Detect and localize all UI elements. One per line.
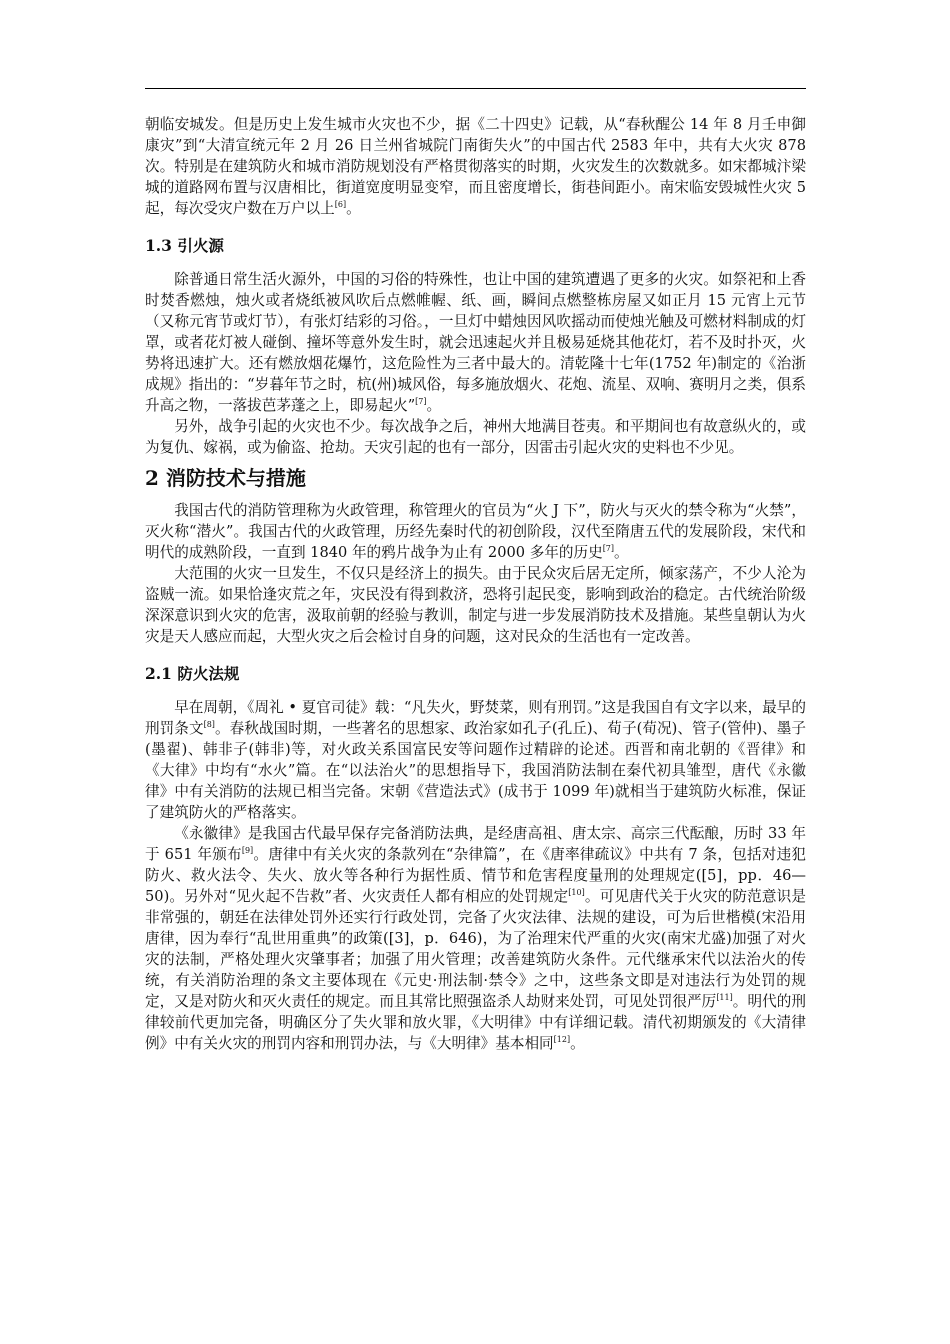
- paragraph-text: 早在周朝，《周礼 • 夏官司徒》载：“凡失火，野焚菜，则有刑罚。”这是我国自有文字以来，最早的刑罚条文: [145, 699, 806, 737]
- paragraph-tail: 。: [346, 200, 361, 217]
- paragraph-text: 另外，战争引起的火灾也不少。每次战争之后，神州大地满目苍夷。和平期间也有故意纵火的，或为复仇、嫁祸，或为偷盗、抢劫。天灾引起的也有一部分，因雷击引起火灾的史料也不少见。: [145, 418, 806, 456]
- paragraph-text: 。可见唐代关于火灾的防范意识是非常强的，朝廷在法律处罚外还实行行政处罚，完备了火灾法律、法规的建设，可为后世楷模(宋沿用唐律，因为奉行“乱世用重典”的政策([3]，p．646)，为了治理宋代严重的火灾(南宋尤盛)加强了对火灾的法制，严格处理火灾肇事者；加强了用火管理；改善建筑防火条件。元代继承宋代以法治火的传统，有关消防治理的条文主要体现在《元史·刑法制·禁令》之中，这些条文即是对违法行为处罚的规定，又是对防火和灭火责任的规定。而且其常比照强盗杀人劫财来处罚，可见处罚很严厉: [145, 888, 806, 1010]
- paragraph-tail: 。: [570, 1035, 585, 1052]
- citation: [7]: [415, 397, 427, 406]
- paragraph-war-fires: [145, 416, 806, 458]
- header-rule: [145, 88, 806, 89]
- citation: [12]: [553, 1035, 571, 1044]
- paragraph-tail: 。: [614, 544, 629, 561]
- paragraph-text: 除普通日常生活火源外，中国的习俗的特殊性，也让中国的建筑遭遇了更多的火灾。如祭祀和上香时焚香燃烛，烛火或者烧纸被风吹后点燃帷幄、纸、画，瞬间点燃整栋房屋又如正月 15 元宵上元节（又称元宵节或灯节），有张灯结彩的习俗。，一旦灯中蜡烛因风吹摇动而使烛光触及可燃材料制成的灯罩，或者花灯被人碰倒、撞坏等意外发生时，就会迅速起火并且极易延烧其他花灯，若不及时扑灭，火势将迅速扩大。还有燃放烟花爆竹，这危险性为三者中最大的。清乾隆十七年(1752 年)制定的《治浙成规》指出的：“岁暮年节之时，杭(州)城风俗，每多施放烟火、花炮、流星、双响、赛明月之类，俱系升高之物，一落拔芭茅蓬之上，即易起火”: [145, 271, 806, 414]
- citation: [11]: [716, 993, 733, 1002]
- paragraph-text: 。唐律中有关火灾的条款列在“杂律篇”，在《唐率律疏议》中共有 7 条，包括对违犯防火、救火法令、失火、放火等各种行为据性质、情节和危害程度量刑的处理规定([5]，pp．46—50)。另外对“见火起不告救”者、火灾责任人都有相应的处罚规定: [145, 846, 806, 905]
- citation: [7]: [602, 544, 615, 553]
- citation: [9]: [241, 846, 254, 855]
- citation: [6]: [334, 200, 347, 209]
- citation: [8]: [203, 720, 215, 729]
- paragraph-yonghui-law: [145, 823, 806, 1054]
- section-heading-2-1: 2.1 防火法规: [145, 664, 240, 683]
- paragraph-fire-administration: [145, 500, 806, 563]
- section-heading-2: 2 消防技术与措施: [145, 466, 306, 490]
- paragraph-text: 《永徽律》是我国古代最早保存完备消防法典，是经唐高祖、唐太宗、高宗三代酝酿，历时 33 年于 651 年颁布: [145, 825, 806, 863]
- paragraph-tail: 。: [426, 397, 442, 414]
- paragraph-fire-impact: [145, 563, 806, 647]
- citation: [10]: [568, 888, 585, 897]
- section-heading-1-3: 1.3 引火源: [145, 236, 224, 255]
- paragraph-text: 我国古代的消防管理称为火政管理，称管理火的官员为“火 J 下”，防火与灭火的禁令称为“火禁”，灭火称“潜火”。我国古代的火政管理，历经先秦时代的初创阶段，汉代至隋唐五代的发展阶段，宋代和明代的成熟阶段，一直到 1840 年的鸦片战争为止有 2000 多年的历史: [145, 502, 806, 561]
- paragraph-fire-sources: [145, 269, 806, 416]
- paragraph-text: 朝临安城发。但是历史上发生城市火灾也不少，据《二十四史》记载，从“春秋醒公 14 年 8 月壬申御康灾”到“大清宣统元年 2 月 26 日兰州省城院门南街失火”的中国古代 2583 年中，共有大火灾 878 次。特别是在建筑防火和城市消防规划没有严格贯彻落实的时期，火灾发生的次数就多。如宋都城汴梁城的道路网布置与汉唐相比，街道宽度明显变窄，而且密度增长，街巷间距小。南宋临安毁城性火灾 5 起，每次受灾户数在万户以上: [145, 116, 806, 217]
- document-body: [145, 114, 806, 1054]
- paragraph-zhou-law: [145, 697, 806, 823]
- paragraph-text: 大范围的火灾一旦发生，不仅只是经济上的损失。由于民众灾后居无定所，倾家荡产，不少人沦为盗贼一流。如果恰逢灾荒之年，灾民没有得到救济，恐将引起民变，影响到政治的稳定。古代统治阶级深深意识到火灾的危害，汲取前朝的经验与教训，制定与进一步发展消防技术及措施。某些皇朝认为火灾是天人感应而起，大型火灾之后会检讨自身的问题，这对民众的生活也有一定改善。: [145, 565, 806, 645]
- paragraph-text: 。春秋战国时期，一些著名的思想家、政治家如孔子(孔丘)、荀子(荀况)、管子(管仲)、墨子(墨翟)、韩非子(韩非)等，对火政关系国富民安等问题作过精辟的论述。西晋和南北朝的《晋律》和《大律》中均有“水火”篇。在“以法治火”的思想指导下，我国消防法制在秦代初具雏型，唐代《永徽律》中有关消防的法规已相当完备。宋朝《营造法式》(成书于 1099 年)就相当于建筑防火标准，保证了建筑防火的严格落实。: [145, 720, 806, 821]
- paragraph-city-fires: [145, 114, 806, 219]
- paragraph-text: 。明代的刑律较前代更加完备，明确区分了失火罪和放火罪，《大明律》中有详细记载。清代初期颁发的《大清律例》中有关火灾的刑罚内容和刑罚办法，与《大明律》基本相同: [145, 993, 806, 1052]
